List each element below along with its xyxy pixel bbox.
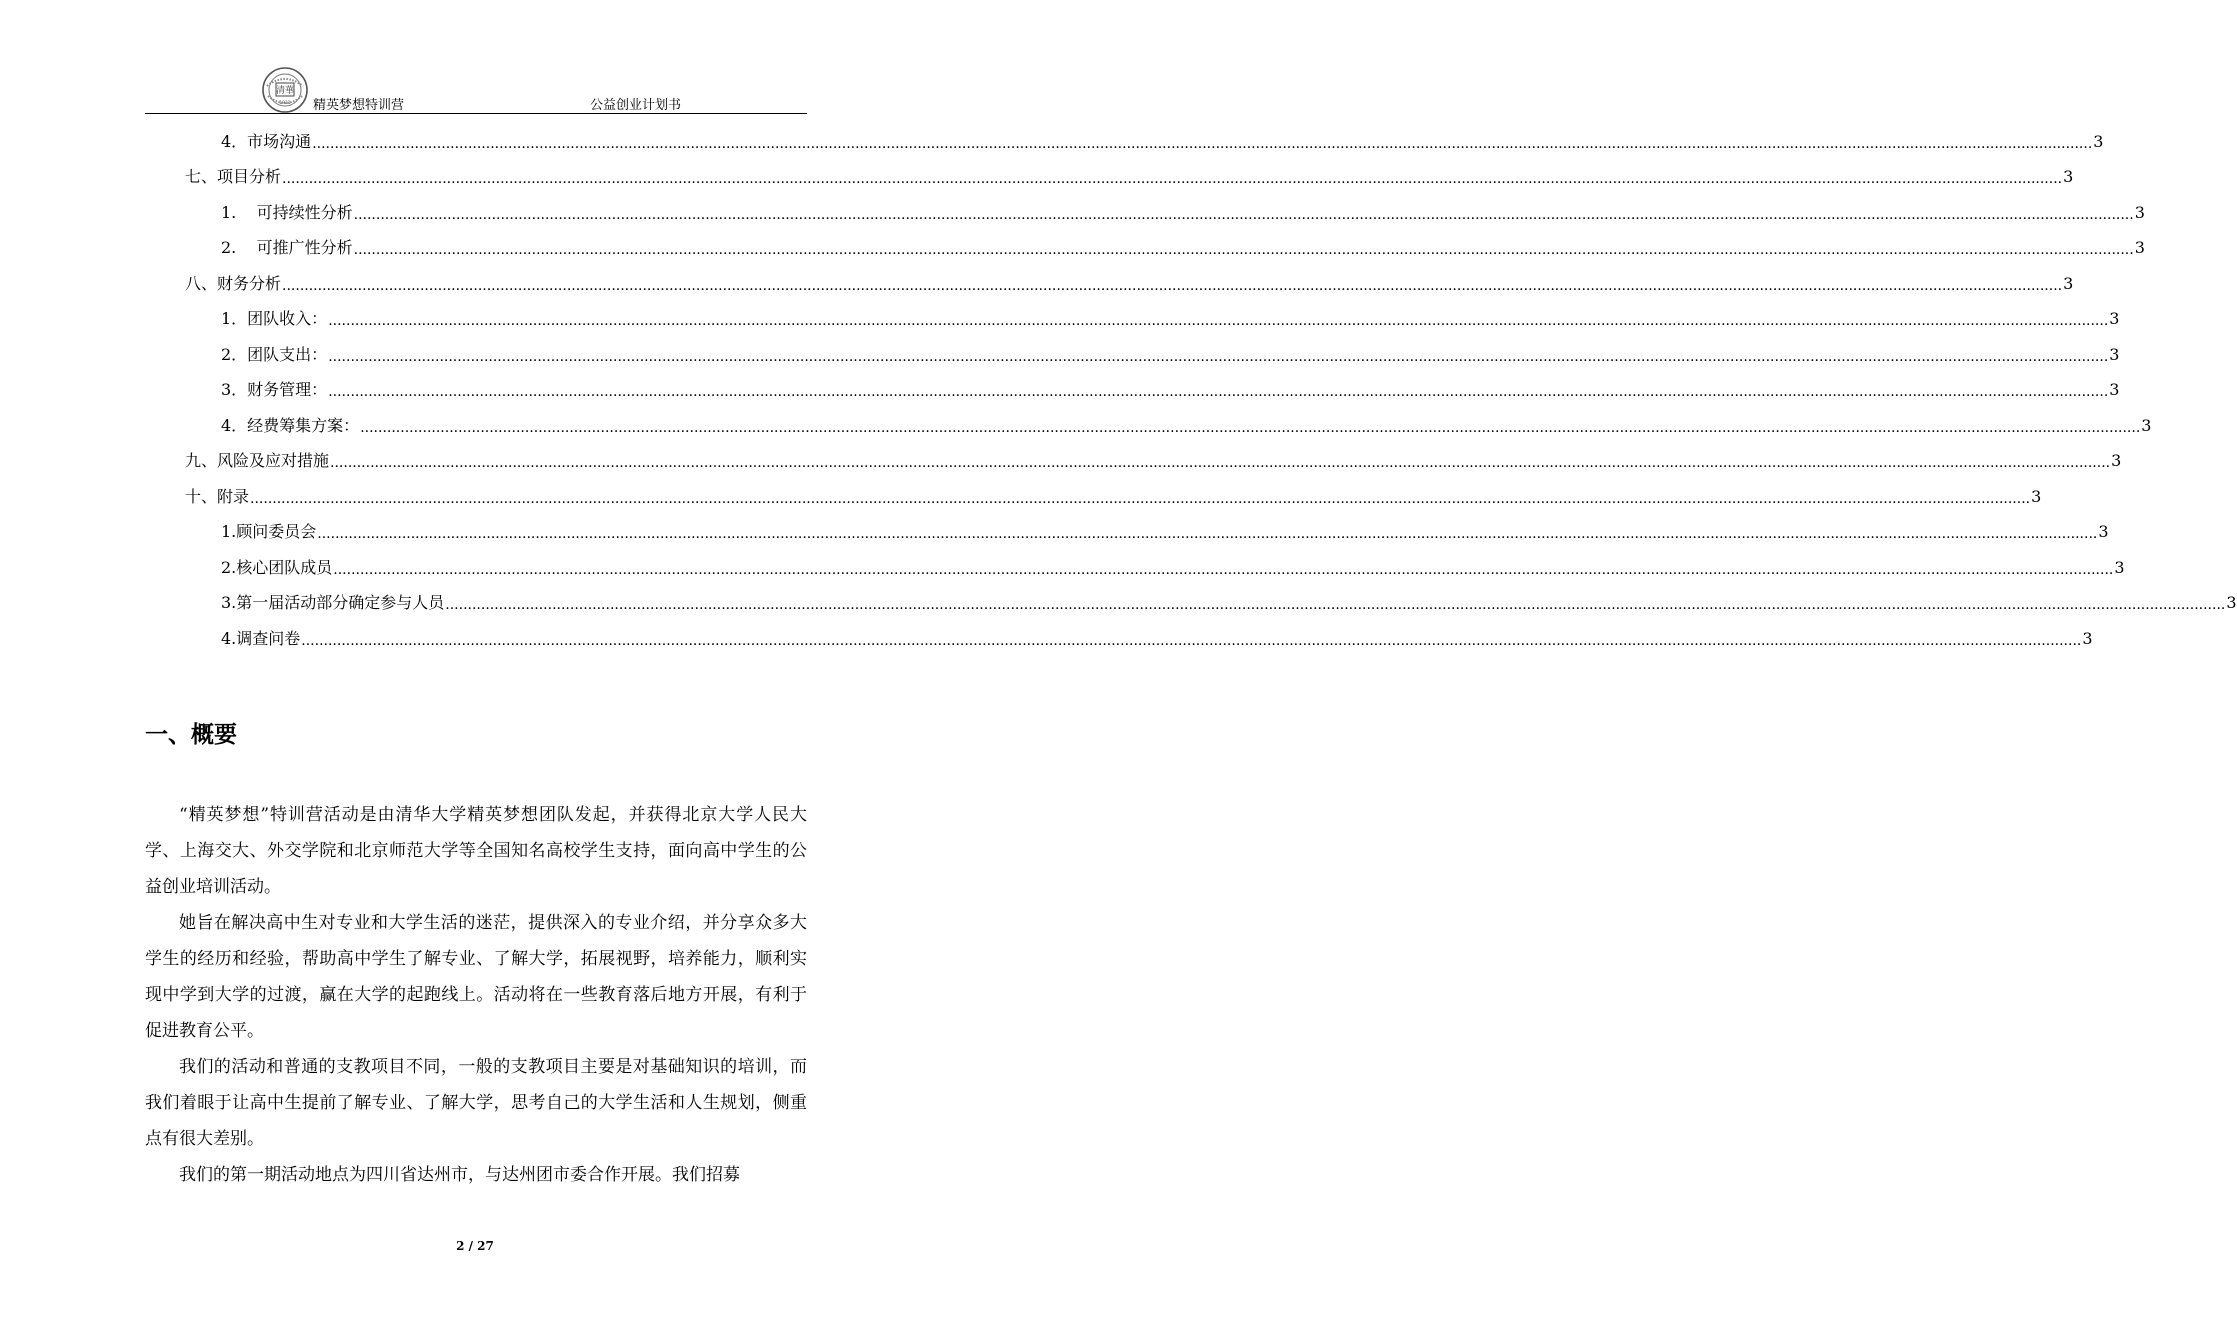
toc-entry-page: 3 bbox=[2031, 486, 2042, 506]
toc-leader-dots: ................................................................................................................................................................................................................................................................................................................................................................................................................ bbox=[250, 490, 2031, 507]
university-seal-icon bbox=[261, 66, 309, 114]
toc-leader-dots: ................................................................................................................................................................................................................................................................................................................................................................................................................ bbox=[328, 384, 2109, 401]
toc-leader-dots: ................................................................................................................................................................................................................................................................................................................................................................................................................ bbox=[445, 597, 2226, 614]
toc-entry-label: 1.顾问委员会 bbox=[221, 522, 317, 542]
toc-leader-dots: ................................................................................................................................................................................................................................................................................................................................................................................................................ bbox=[353, 242, 2134, 259]
paragraph: 我们的第一期活动地点为四川省达州市，与达州团市委合作开展。我们招募 bbox=[179, 1165, 740, 1185]
toc-entry-page: 3 bbox=[2114, 557, 2125, 577]
toc-leader-dots: ................................................................................................................................................................................................................................................................................................................................................................................................................ bbox=[360, 419, 2141, 436]
toc-leader-dots: ................................................................................................................................................................................................................................................................................................................................................................................................................ bbox=[317, 526, 2098, 543]
toc-leader-dots: ................................................................................................................................................................................................................................................................................................................................................................................................................ bbox=[282, 277, 2063, 294]
toc-entry[interactable] bbox=[145, 160, 2074, 196]
toc-leader-dots: ................................................................................................................................................................................................................................................................................................................................................................................................................ bbox=[353, 206, 2134, 223]
toc-entry-page: 3 bbox=[2098, 522, 2109, 542]
page-header bbox=[145, 66, 807, 114]
toc-entry-label: 2. 可推广性分析 bbox=[221, 238, 353, 258]
toc-entry[interactable] bbox=[145, 302, 2120, 338]
toc-leader-dots: ................................................................................................................................................................................................................................................................................................................................................................................................................ bbox=[312, 135, 2093, 152]
toc-entry-page: 3 bbox=[2134, 238, 2145, 258]
toc-entry-label: 八、财务分析 bbox=[185, 273, 282, 293]
toc-entry-page: 3 bbox=[2063, 167, 2074, 187]
paragraph: “精英梦想”特训营活动是由清华大学精英梦想团队发起，并获得北京大学人民大学、上海交大、外交学院和北京师范大学等全国知名高校学生支持，面向高中学生的公益创业培训活动。 bbox=[145, 805, 807, 897]
paragraph: 她旨在解决高中生对专业和大学生活的迷茫，提供深入的专业介绍，并分享众多大学生的经历和经验，帮助高中学生了解专业、了解大学，拓展视野，培养能力，顺利实现中学到大学的过渡，赢在大学的起跑线上。活动将在一些教育落后地方开展，有利于促进教育公平。 bbox=[145, 913, 807, 1041]
toc-entry[interactable] bbox=[145, 515, 2109, 551]
toc-entry-page: 3 bbox=[2109, 344, 2120, 364]
toc-leader-dots: ................................................................................................................................................................................................................................................................................................................................................................................................................ bbox=[328, 348, 2109, 365]
toc-entry-label: 1．团队收入： bbox=[221, 309, 328, 329]
toc-entry[interactable] bbox=[145, 586, 2237, 622]
toc-entry[interactable] bbox=[145, 444, 2122, 480]
toc-entry-label: 3．财务管理： bbox=[221, 380, 328, 400]
toc-entry-label: 十、附录 bbox=[185, 486, 250, 506]
toc-entry-label: 4．经费筹集方案： bbox=[221, 415, 360, 435]
toc-entry[interactable] bbox=[145, 337, 2120, 373]
toc-entry-label: 4.调查问卷 bbox=[221, 628, 301, 648]
header-right-title: 公益创业计划书 bbox=[590, 98, 682, 113]
toc-entry[interactable] bbox=[145, 479, 2042, 515]
toc-entry-label: 九、风险及应对措施 bbox=[185, 451, 330, 471]
toc-entry[interactable] bbox=[145, 266, 2074, 302]
toc-leader-dots: ................................................................................................................................................................................................................................................................................................................................................................................................................ bbox=[282, 171, 2063, 188]
toc-entry-page: 3 bbox=[2141, 415, 2152, 435]
toc-entry-page: 3 bbox=[2063, 273, 2074, 293]
seal-text: 清華 bbox=[275, 86, 295, 96]
section-body bbox=[145, 797, 807, 1193]
toc-entry-page: 3 bbox=[2082, 628, 2093, 648]
toc-leader-dots: ................................................................................................................................................................................................................................................................................................................................................................................................................ bbox=[333, 561, 2114, 578]
toc-entry[interactable] bbox=[145, 621, 2093, 657]
toc-entry-label: 七、项目分析 bbox=[185, 167, 282, 187]
toc-leader-dots: ................................................................................................................................................................................................................................................................................................................................................................................................................ bbox=[328, 313, 2109, 330]
table-of-contents bbox=[145, 124, 2237, 657]
toc-entry-page: 3 bbox=[2109, 309, 2120, 329]
page-number: 2 / 27 bbox=[456, 1239, 494, 1253]
toc-entry-page: 3 bbox=[2111, 451, 2122, 471]
toc-leader-dots: ................................................................................................................................................................................................................................................................................................................................................................................................................ bbox=[330, 455, 2111, 472]
toc-entry[interactable] bbox=[145, 550, 2125, 586]
toc-leader-dots: ................................................................................................................................................................................................................................................................................................................................................................................................................ bbox=[301, 632, 2082, 649]
toc-entry-page: 3 bbox=[2134, 202, 2145, 222]
header-divider bbox=[145, 113, 807, 114]
toc-entry-label: 3.第一届活动部分确定参与人员 bbox=[221, 593, 445, 613]
toc-entry-page: 3 bbox=[2226, 593, 2237, 613]
toc-entry-label: 2．团队支出： bbox=[221, 344, 328, 364]
toc-entry[interactable] bbox=[145, 373, 2120, 409]
toc-entry-label: 2.核心团队成员 bbox=[221, 557, 333, 577]
toc-entry-page: 3 bbox=[2109, 380, 2120, 400]
toc-entry-label: 4．市场沟通 bbox=[221, 131, 312, 151]
section-heading: 一、概要 bbox=[145, 722, 237, 748]
toc-entry-page: 3 bbox=[2093, 131, 2104, 151]
toc-entry[interactable] bbox=[145, 408, 2152, 444]
seal-year: 1911 bbox=[279, 101, 291, 106]
toc-entry[interactable] bbox=[145, 124, 2104, 160]
toc-entry[interactable] bbox=[145, 231, 2145, 267]
toc-entry-label: 1. 可持续性分析 bbox=[221, 202, 353, 222]
header-left-title: 精英梦想特训营 bbox=[313, 98, 405, 113]
paragraph: 我们的活动和普通的支教项目不同，一般的支教项目主要是对基础知识的培训，而我们着眼于让高中生提前了解专业、了解大学，思考自己的大学生活和人生规划，侧重点有很大差别。 bbox=[145, 1057, 807, 1149]
toc-entry[interactable] bbox=[145, 195, 2145, 231]
